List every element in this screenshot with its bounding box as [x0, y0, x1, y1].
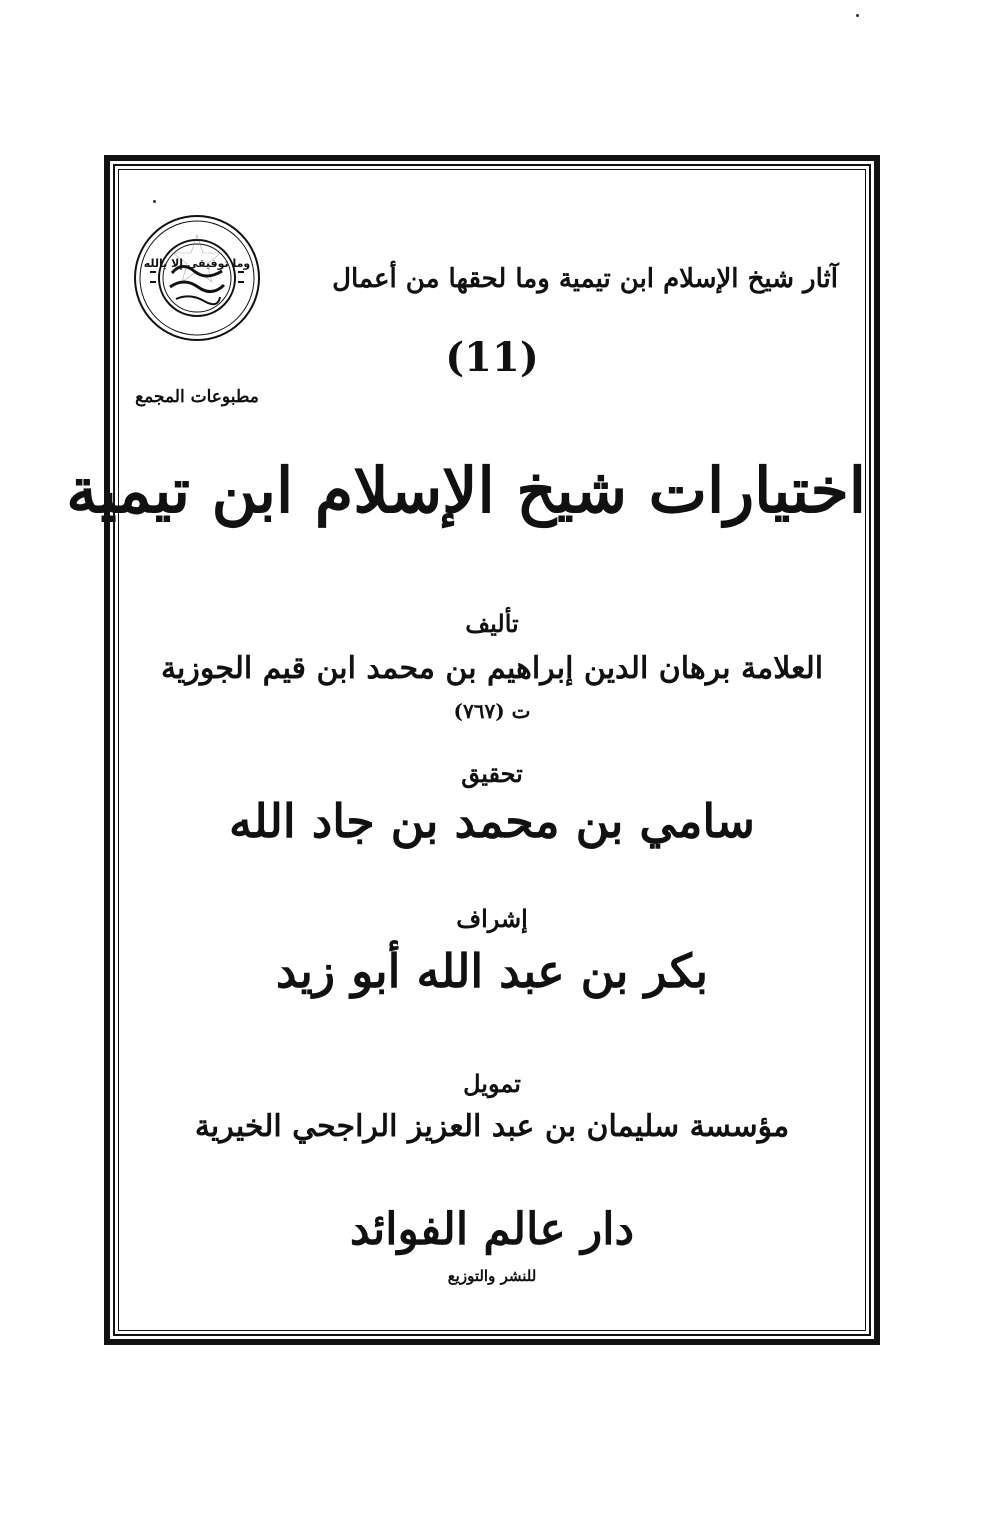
title-page	[66, 169, 866, 1331]
author-death-year: ت (٧٦٧)	[453, 699, 531, 723]
book-title: اختيارات شيخ الإسلام ابن تيمية	[66, 454, 866, 527]
funding-label: تمويل	[463, 1069, 521, 1098]
academy-seal	[132, 213, 262, 407]
seal-center-text: وما توفيقي إلا بالله	[143, 257, 251, 270]
seal-caption: مطبوعات المجمع	[135, 387, 259, 407]
funding-name: مؤسسة سليمان بن عبد العزيز الراجحي الخيرية	[194, 1109, 790, 1144]
publisher-logo: دار عالم الفوائد	[349, 1204, 635, 1255]
speck	[856, 14, 859, 17]
series-number: (11)	[445, 334, 539, 381]
publisher-subtitle: للنشر والتوزيع	[447, 1267, 537, 1285]
seal-emblem	[132, 213, 262, 343]
series-title: آثار شيخ الإسلام ابن تيمية وما لحقها من أعمال	[332, 264, 838, 294]
svg-text:منظمة المؤتمر الإسلامي - مجمع	[132, 213, 137, 216]
seal-ring-text	[132, 213, 137, 216]
author-name: العلامة برهان الدين إبراهيم بن محمد ابن قيم الجوزية	[160, 651, 824, 686]
supervisor-label: إشراف	[456, 904, 528, 933]
seal-icon	[132, 213, 262, 343]
editor-name: سامي بن محمد بن جاد الله	[229, 794, 755, 848]
editor-label: تحقيق	[461, 759, 523, 788]
author-label: تأليف	[465, 609, 519, 638]
supervisor-name: بكر بن عبد الله أبو زيد	[275, 944, 709, 998]
